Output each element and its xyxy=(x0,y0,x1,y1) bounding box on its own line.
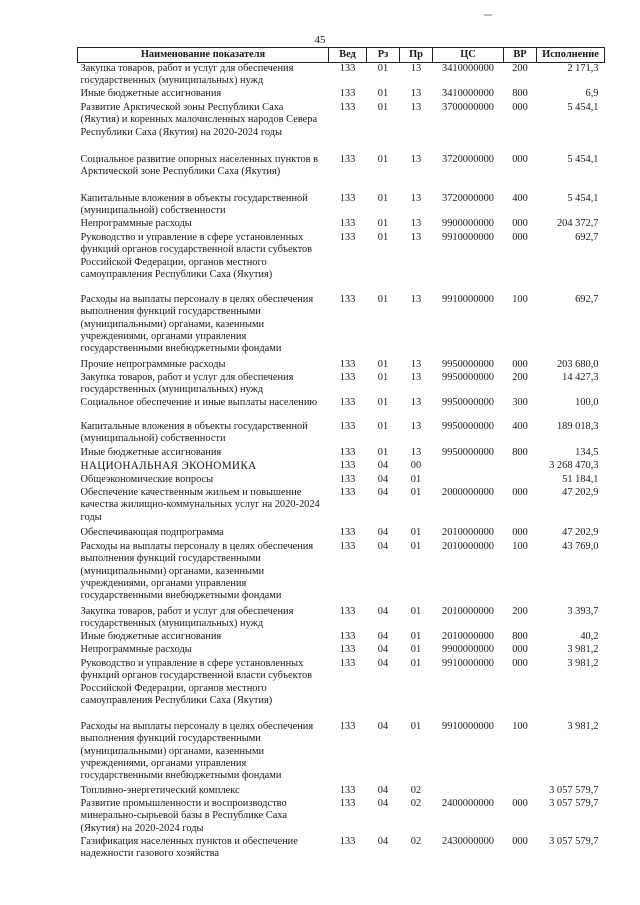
header-vr: ВР xyxy=(504,48,537,63)
table-row xyxy=(78,447,605,460)
cell-rz: 04 xyxy=(377,605,389,617)
cell-pr: 13 xyxy=(410,101,422,113)
table-row xyxy=(78,397,605,421)
cell-name: Прочие непрограммные расходы xyxy=(80,358,226,370)
table-row xyxy=(78,474,605,487)
cell-name: Расходы на выплаты персоналу в целях обеспечения выполнения функций государственными (муниципальными) органами, казенными учреждениями, органами управления государственными внебюджетными фондами xyxy=(80,540,314,602)
cell-cs: 3410000000 xyxy=(442,63,494,74)
cell-cs: 3720000000 xyxy=(442,192,494,204)
cell-cs: 2010000000 xyxy=(442,526,494,538)
cell-cs: 2430000000 xyxy=(442,835,494,847)
cell-exec: 47 202,9 xyxy=(562,486,599,498)
cell-exec: 51 184,1 xyxy=(562,473,599,485)
cell-rz: 04 xyxy=(377,540,389,552)
cell-ved: 133 xyxy=(339,231,356,243)
cell-vr: 000 xyxy=(512,797,528,809)
cell-vr: 100 xyxy=(512,293,528,305)
cell-ved: 133 xyxy=(339,630,356,642)
cell-rz: 04 xyxy=(377,835,389,847)
cell-pr: 01 xyxy=(410,486,422,498)
table-row xyxy=(78,88,605,102)
page-number: 45 xyxy=(314,34,326,46)
cell-rz: 01 xyxy=(377,358,389,370)
cell-pr: 13 xyxy=(410,358,422,370)
cell-exec: 3 057 579,7 xyxy=(549,835,599,847)
cell-rz: 01 xyxy=(377,420,389,432)
cell-exec: 40,2 xyxy=(580,630,599,642)
cell-vr: 000 xyxy=(512,358,528,370)
cell-ved: 133 xyxy=(339,371,356,383)
cell-exec: 3 057 579,7 xyxy=(549,797,599,809)
cell-ved: 133 xyxy=(339,784,356,796)
cell-ved: 133 xyxy=(339,473,356,485)
cell-rz: 04 xyxy=(377,643,389,655)
cell-vr: 000 xyxy=(512,486,528,498)
cell-cs: 9950000000 xyxy=(442,396,494,408)
cell-ved: 133 xyxy=(339,526,356,538)
cell-rz: 01 xyxy=(377,87,389,99)
section-row xyxy=(78,460,605,474)
cell-exec: 100,0 xyxy=(575,396,599,408)
scan-mark xyxy=(484,14,492,16)
cell-rz: 04 xyxy=(377,630,389,642)
cell-ved: 133 xyxy=(339,153,356,165)
table-row xyxy=(78,631,605,644)
cell-cs: 2010000000 xyxy=(442,540,494,552)
cell-exec: 6,9 xyxy=(585,87,599,99)
cell-pr: 01 xyxy=(410,526,422,538)
cell-pr: 01 xyxy=(410,720,422,732)
cell-name: Топливно-энергетический комплекс xyxy=(80,784,240,796)
cell-name: Руководство и управление в сфере установленных функций органов государственной власти субъектов Российской Федерации, органов местного самоуправления Республики Саха (Якутия) xyxy=(80,231,313,281)
table-row xyxy=(78,421,605,447)
cell-exec: 3 981,2 xyxy=(567,643,599,655)
table-row xyxy=(78,193,605,218)
cell-exec: 3 981,2 xyxy=(567,720,599,732)
cell-name: НАЦИОНАЛЬНАЯ ЭКОНОМИКА xyxy=(80,459,257,472)
cell-pr: 13 xyxy=(410,63,422,74)
cell-exec: 692,7 xyxy=(575,231,599,243)
cell-exec: 3 268 470,3 xyxy=(549,459,599,471)
header-ved: Вед xyxy=(329,48,367,63)
cell-ved: 133 xyxy=(339,396,356,408)
cell-ved: 133 xyxy=(339,446,356,458)
cell-rz: 01 xyxy=(377,217,389,229)
cell-rz: 04 xyxy=(377,657,389,669)
cell-name: Капитальные вложения в объекты государственной (муниципальной) собственности xyxy=(80,192,308,217)
cell-vr: 000 xyxy=(512,217,528,229)
cell-pr: 13 xyxy=(410,420,422,432)
cell-pr: 01 xyxy=(410,540,422,552)
cell-ved: 133 xyxy=(339,643,356,655)
cell-ved: 133 xyxy=(339,797,356,809)
cell-pr: 13 xyxy=(410,371,422,383)
cell-vr: 800 xyxy=(512,87,528,99)
cell-vr xyxy=(504,460,537,474)
cell-exec: 203 680,0 xyxy=(556,358,599,370)
cell-pr: 02 xyxy=(410,835,422,847)
table-row xyxy=(78,606,605,631)
cell-ved: 133 xyxy=(339,459,356,471)
table-row xyxy=(78,541,605,606)
cell-vr xyxy=(504,474,537,487)
table-row xyxy=(78,836,605,862)
table-row xyxy=(78,232,605,294)
cell-cs xyxy=(433,785,504,798)
cell-rz: 04 xyxy=(377,526,389,538)
cell-ved: 133 xyxy=(339,101,356,113)
cell-vr: 200 xyxy=(512,371,528,383)
cell-vr: 300 xyxy=(512,396,528,408)
cell-exec: 47 202,9 xyxy=(562,526,599,538)
cell-exec: 3 981,2 xyxy=(567,657,599,669)
cell-ved: 133 xyxy=(339,486,356,498)
cell-rz: 01 xyxy=(377,396,389,408)
cell-cs: 9910000000 xyxy=(442,720,494,732)
cell-rz: 01 xyxy=(377,446,389,458)
cell-exec: 204 372,7 xyxy=(556,217,599,229)
cell-pr: 13 xyxy=(410,446,422,458)
cell-pr: 01 xyxy=(410,657,422,669)
cell-cs: 9910000000 xyxy=(442,231,494,243)
cell-name: Закупка товаров, работ и услуг для обеспечения государственных (муниципальных) нужд xyxy=(80,605,294,630)
cell-vr: 400 xyxy=(512,420,528,432)
cell-rz: 04 xyxy=(377,720,389,732)
cell-rz: 04 xyxy=(377,797,389,809)
cell-vr: 000 xyxy=(512,526,528,538)
table-row xyxy=(78,63,605,88)
cell-ved: 133 xyxy=(339,358,356,370)
header-cs: ЦС xyxy=(433,48,504,63)
cell-ved: 133 xyxy=(339,87,356,99)
cell-name: Иные бюджетные ассигнования xyxy=(80,446,222,458)
cell-ved: 133 xyxy=(339,293,356,305)
cell-rz: 01 xyxy=(377,371,389,383)
table-row xyxy=(78,798,605,836)
cell-pr: 13 xyxy=(410,396,422,408)
budget-table xyxy=(77,47,605,862)
cell-name: Иные бюджетные ассигнования xyxy=(80,87,222,99)
cell-exec: 5 454,1 xyxy=(567,101,599,113)
cell-cs: 9950000000 xyxy=(442,446,494,458)
cell-pr: 13 xyxy=(410,87,422,99)
cell-ved: 133 xyxy=(339,605,356,617)
table-row xyxy=(78,294,605,359)
table-header xyxy=(78,48,605,63)
header-exec: Исполнение xyxy=(537,48,605,63)
cell-vr xyxy=(504,785,537,798)
cell-name: Непрограммные расходы xyxy=(80,217,192,229)
cell-cs xyxy=(433,474,504,487)
cell-exec: 692,7 xyxy=(575,293,599,305)
cell-pr: 01 xyxy=(410,630,422,642)
cell-rz: 04 xyxy=(377,459,389,471)
cell-vr: 200 xyxy=(512,605,528,617)
cell-rz: 01 xyxy=(377,153,389,165)
cell-pr: 02 xyxy=(410,784,422,796)
cell-name: Непрограммные расходы xyxy=(80,643,192,655)
table-row xyxy=(78,785,605,798)
cell-pr: 13 xyxy=(410,192,422,204)
table-row xyxy=(78,102,605,154)
cell-name: Развитие Арктической зоны Республики Саха (Якутия) и коренных малочисленных народов Севера Республики Саха (Якутия) на 2020-2024 годы xyxy=(80,101,318,138)
cell-rz: 01 xyxy=(377,231,389,243)
table-row xyxy=(78,218,605,232)
cell-vr: 000 xyxy=(512,231,528,243)
cell-pr: 02 xyxy=(410,797,422,809)
table-row xyxy=(78,721,605,785)
cell-name: Газификация населенных пунктов и обеспечение надежности газового хозяйства xyxy=(80,835,298,860)
cell-name: Расходы на выплаты персоналу в целях обеспечения выполнения функций государственными (муниципальными) органами, казенными учреждениями, органами управления государственными внебюджетными фондами xyxy=(80,293,314,355)
cell-cs: 2010000000 xyxy=(442,630,494,642)
cell-name: Закупка товаров, работ и услуг для обеспечения государственных (муниципальных) нужд xyxy=(80,371,294,396)
cell-name: Расходы на выплаты персоналу в целях обеспечения выполнения функций государственными (муниципальными) органами, казенными учреждениями, органами управления государственными внебюджетными фондами xyxy=(80,720,314,782)
header-rz: Рз xyxy=(367,48,400,63)
cell-pr: 13 xyxy=(410,293,422,305)
cell-pr: 13 xyxy=(410,217,422,229)
cell-exec: 43 769,0 xyxy=(562,540,599,552)
cell-name: Иные бюджетные ассигнования xyxy=(80,630,222,642)
cell-ved: 133 xyxy=(339,192,356,204)
cell-rz: 01 xyxy=(377,192,389,204)
cell-rz: 01 xyxy=(377,101,389,113)
cell-cs: 2010000000 xyxy=(442,605,494,617)
cell-vr: 200 xyxy=(512,63,528,74)
cell-cs: 9900000000 xyxy=(442,643,494,655)
cell-vr: 000 xyxy=(512,657,528,669)
cell-name: Развитие промышленности и воспроизводство минерально-сырьевой базы в Республике Саха (Якутия) на 2020-2024 годы xyxy=(80,797,287,834)
cell-cs: 9900000000 xyxy=(442,217,494,229)
cell-vr: 800 xyxy=(512,630,528,642)
table-row xyxy=(78,154,605,193)
cell-vr: 100 xyxy=(512,720,528,732)
cell-pr: 13 xyxy=(410,231,422,243)
table-row xyxy=(78,658,605,721)
table-row xyxy=(78,359,605,372)
cell-vr: 800 xyxy=(512,446,528,458)
cell-exec: 134,5 xyxy=(575,446,599,458)
cell-pr: 13 xyxy=(410,153,422,165)
cell-vr: 000 xyxy=(512,835,528,847)
cell-rz: 01 xyxy=(377,63,389,74)
cell-name: Социальное обеспечение и иные выплаты населению xyxy=(80,396,318,408)
cell-ved: 133 xyxy=(339,835,356,847)
cell-cs: 3410000000 xyxy=(442,87,494,99)
cell-rz: 01 xyxy=(377,293,389,305)
cell-cs: 9950000000 xyxy=(442,420,494,432)
cell-pr: 00 xyxy=(410,459,422,471)
cell-name: Закупка товаров, работ и услуг для обеспечения государственных (муниципальных) нужд xyxy=(80,63,294,87)
cell-exec: 5 454,1 xyxy=(567,192,599,204)
cell-pr: 01 xyxy=(410,605,422,617)
cell-name: Обеспечивающая подпрограмма xyxy=(80,526,224,538)
cell-exec: 189 018,3 xyxy=(556,420,599,432)
cell-ved: 133 xyxy=(339,540,356,552)
cell-ved: 133 xyxy=(339,420,356,432)
cell-exec: 14 427,3 xyxy=(562,371,599,383)
header-name: Наименование показателя xyxy=(78,48,329,63)
cell-vr: 000 xyxy=(512,153,528,165)
cell-name: Социальное развитие опорных населенных пунктов в Арктической зоне Республики Саха (Якутия) xyxy=(80,153,319,178)
cell-exec: 3 057 579,7 xyxy=(549,784,599,796)
cell-ved: 133 xyxy=(339,63,356,74)
cell-vr: 100 xyxy=(512,540,528,552)
cell-rz: 04 xyxy=(377,486,389,498)
cell-cs: 2000000000 xyxy=(442,486,494,498)
cell-name: Капитальные вложения в объекты государственной (муниципальной) собственности xyxy=(80,420,308,445)
cell-ved: 133 xyxy=(339,720,356,732)
header-pr: Пр xyxy=(400,48,433,63)
cell-name: Общеэкономические вопросы xyxy=(80,473,214,485)
cell-rz: 04 xyxy=(377,784,389,796)
cell-cs: 9910000000 xyxy=(442,657,494,669)
table-body xyxy=(78,63,605,862)
cell-cs xyxy=(433,460,504,474)
cell-name: Руководство и управление в сфере установленных функций органов государственной власти субъектов Российской Федерации, органов местного самоуправления Республики Саха (Якутия) xyxy=(80,657,313,707)
table-row xyxy=(78,527,605,541)
cell-vr: 000 xyxy=(512,101,528,113)
cell-vr: 000 xyxy=(512,643,528,655)
table-row xyxy=(78,487,605,527)
table-row xyxy=(78,372,605,397)
table-row xyxy=(78,644,605,658)
cell-exec: 2 171,3 xyxy=(567,63,599,74)
cell-exec: 5 454,1 xyxy=(567,153,599,165)
cell-exec: 3 393,7 xyxy=(567,605,599,617)
cell-cs: 3720000000 xyxy=(442,153,494,165)
cell-cs: 3700000000 xyxy=(442,101,494,113)
cell-pr: 01 xyxy=(410,473,422,485)
cell-cs: 9950000000 xyxy=(442,371,494,383)
cell-pr: 01 xyxy=(410,643,422,655)
cell-name: Обеспечение качественным жильем и повышение качества жилищно-коммунальных услуг на 2020-2024 годы xyxy=(80,486,320,523)
cell-cs: 9910000000 xyxy=(442,293,494,305)
cell-cs: 9950000000 xyxy=(442,358,494,370)
cell-cs: 2400000000 xyxy=(442,797,494,809)
cell-rz: 04 xyxy=(377,473,389,485)
cell-ved: 133 xyxy=(339,217,356,229)
cell-vr: 400 xyxy=(512,192,528,204)
cell-ved: 133 xyxy=(339,657,356,669)
